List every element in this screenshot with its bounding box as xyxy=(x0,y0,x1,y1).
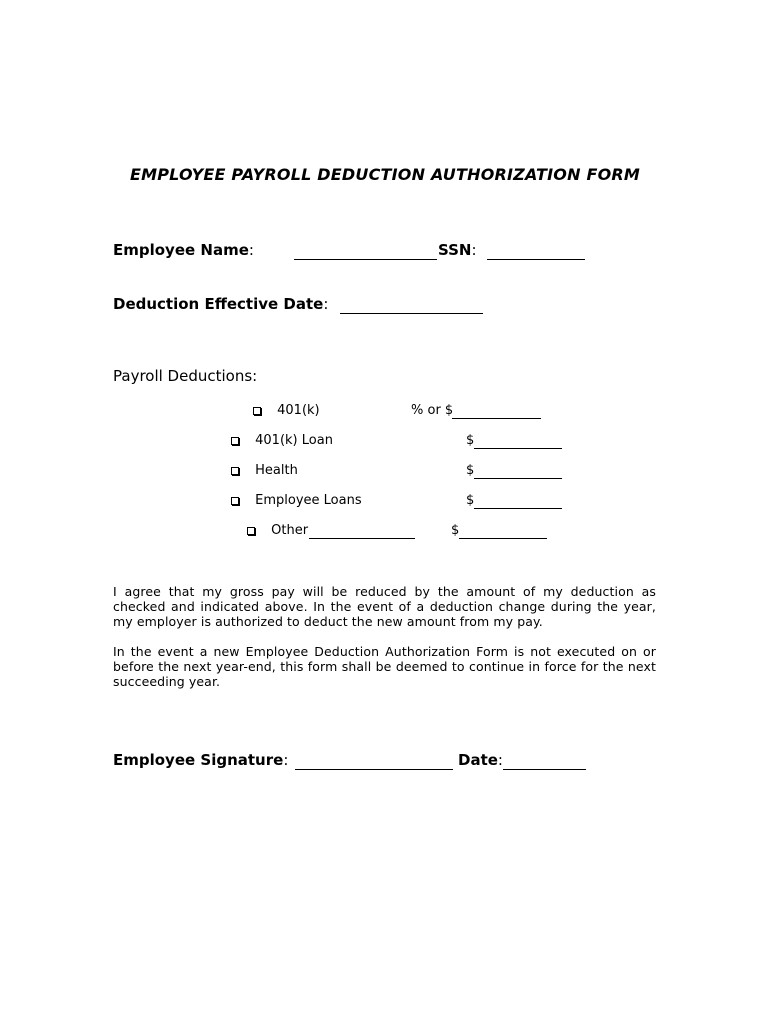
health-amount-prefix: $ xyxy=(466,463,475,478)
employee-loans-amount-field[interactable] xyxy=(474,507,562,509)
other-label: Other xyxy=(271,523,309,538)
ssn-colon: : xyxy=(471,241,477,259)
employee-name-field[interactable] xyxy=(294,258,437,260)
401k-checkbox[interactable] xyxy=(253,407,261,415)
other-amount-field[interactable] xyxy=(459,537,547,539)
deduction-item-401k xyxy=(253,403,320,418)
ssn-label: SSN xyxy=(438,241,472,259)
signature-date-colon: : xyxy=(497,751,503,769)
employee-name-label: Employee Name xyxy=(113,241,249,259)
employee-signature-label: Employee Signature xyxy=(113,751,284,769)
401k-amount-prefix: % or $ xyxy=(411,403,454,418)
ssn-field[interactable] xyxy=(487,258,585,260)
employee-signature-field[interactable] xyxy=(295,768,453,770)
401k-amount-field[interactable] xyxy=(452,417,541,419)
other-checkbox[interactable] xyxy=(247,527,255,535)
effective-date-label: Deduction Effective Date xyxy=(113,295,324,313)
ssn-label-group xyxy=(438,240,477,259)
deduction-item-employee-loans xyxy=(231,493,362,508)
signature-label-group xyxy=(113,750,288,769)
401k-loan-label: 401(k) Loan xyxy=(255,433,333,448)
401k-loan-checkbox[interactable] xyxy=(231,437,239,445)
payroll-deductions-heading: Payroll Deductions: xyxy=(113,367,258,385)
agreement-paragraph-2: In the event a new Employee Deduction Authorization Form is not executed on or before the next year-end, this form shall be deemed to continue in force for the next succeeding year. xyxy=(113,644,656,689)
other-amount-prefix: $ xyxy=(451,523,460,538)
signature-date-label: Date xyxy=(458,751,498,769)
deduction-item-401k-loan xyxy=(231,433,333,448)
form-title: EMPLOYEE PAYROLL DEDUCTION AUTHORIZATION FORM xyxy=(129,165,641,184)
deduction-item-other xyxy=(247,523,308,538)
health-label: Health xyxy=(255,463,298,478)
employee-loans-checkbox[interactable] xyxy=(231,497,239,505)
employee-signature-colon: : xyxy=(283,751,289,769)
401k-loan-amount-field[interactable] xyxy=(474,447,562,449)
effective-date-label-group xyxy=(113,294,328,313)
signature-date-field[interactable] xyxy=(503,768,586,770)
deduction-item-health xyxy=(231,463,298,478)
other-description-field[interactable] xyxy=(309,537,415,539)
date-label-group xyxy=(458,750,503,769)
employee-name-colon: : xyxy=(248,241,254,259)
401k-loan-amount-prefix: $ xyxy=(466,433,475,448)
agreement-paragraph-1: I agree that my gross pay will be reduced by the amount of my deduction as checked and indicated above. In the event of a deduction change during the year, my employer is authorized to deduct the new amount from my pay. xyxy=(113,584,656,629)
health-checkbox[interactable] xyxy=(231,467,239,475)
effective-date-colon: : xyxy=(323,295,329,313)
employee-loans-amount-prefix: $ xyxy=(466,493,475,508)
health-amount-field[interactable] xyxy=(474,477,562,479)
401k-label: 401(k) xyxy=(277,403,320,418)
employee-name-label-group xyxy=(113,240,254,259)
employee-loans-label: Employee Loans xyxy=(255,493,362,508)
effective-date-field[interactable] xyxy=(340,312,483,314)
